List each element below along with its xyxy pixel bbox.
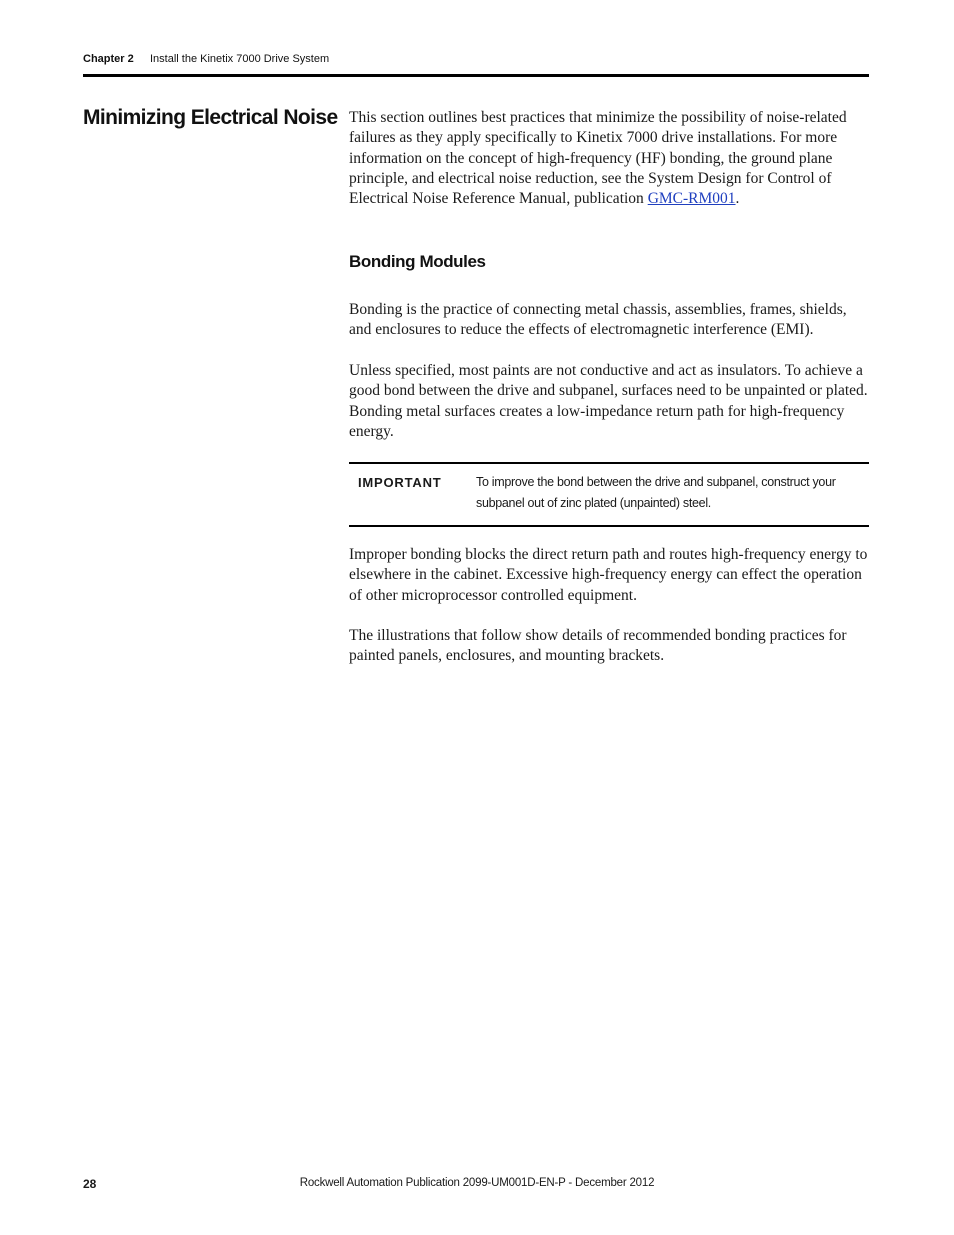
bonding-paragraph-2: Unless specified, most paints are not conductive and act as insulators. To achieve a good bond between the drive and subpanel, surfaces need to be unpainted or plated. Bonding metal surfaces creates a low-impedance return path for high-frequency energy. bbox=[349, 362, 868, 440]
intro-end: . bbox=[735, 190, 740, 208]
chapter-title: Install the Kinetix 7000 Drive System bbox=[150, 53, 330, 65]
bonding-paragraph-4: The illustrations that follow show details of recommended bonding practices for painted panels, enclosures, and mounting brackets. bbox=[349, 627, 847, 665]
bonding-paragraph-3: Improper bonding blocks the direct return path and routes high-frequency energy to elsewhere in the cabinet. Excessive high-frequency energy can effect the operation of other microprocessor controlled equipment. bbox=[349, 546, 868, 604]
bonding-para-3-block bbox=[349, 545, 869, 606]
important-text: To improve the bond between the drive and subpanel, construct your subpanel out of zinc plated (unpainted) steel. bbox=[476, 475, 836, 510]
bonding-heading-block bbox=[349, 252, 869, 272]
bonding-paragraph-1: Bonding is the practice of connecting metal chassis, assemblies, frames, shields, and enclosures to reduce the effects of electromagnetic interference (EMI). bbox=[349, 301, 847, 339]
header-rule bbox=[83, 74, 869, 77]
section-title: Minimizing Electrical Noise bbox=[83, 106, 338, 129]
publication-footer: Rockwell Automation Publication 2099-UM001D-EN-P - December 2012 bbox=[299, 1177, 655, 1189]
intro-block bbox=[349, 108, 869, 209]
bonding-para-1-block bbox=[349, 300, 869, 341]
intro-text: This section outlines best practices that minimize the possibility of noise-related failures as they apply specifically to Kinetix 7000 drive installations. For more information on the concept of high-frequency (HF) bonding, the ground plane principle, and electrical noise reduction, see the System Design for Control of Electrical Noise Reference Manual, publication bbox=[349, 109, 847, 208]
gmc-rm001-link[interactable]: GMC-RM001 bbox=[647, 190, 736, 208]
running-header bbox=[83, 53, 329, 65]
important-label: IMPORTANT bbox=[358, 475, 442, 490]
bonding-para-4-block bbox=[349, 626, 869, 667]
intro-paragraph bbox=[349, 108, 869, 209]
bonding-heading: Bonding Modules bbox=[349, 252, 486, 271]
bonding-para-2-block bbox=[349, 361, 869, 442]
page-number: 28 bbox=[83, 1177, 97, 1191]
chapter-label: Chapter 2 bbox=[83, 53, 134, 65]
important-callout bbox=[349, 462, 869, 527]
